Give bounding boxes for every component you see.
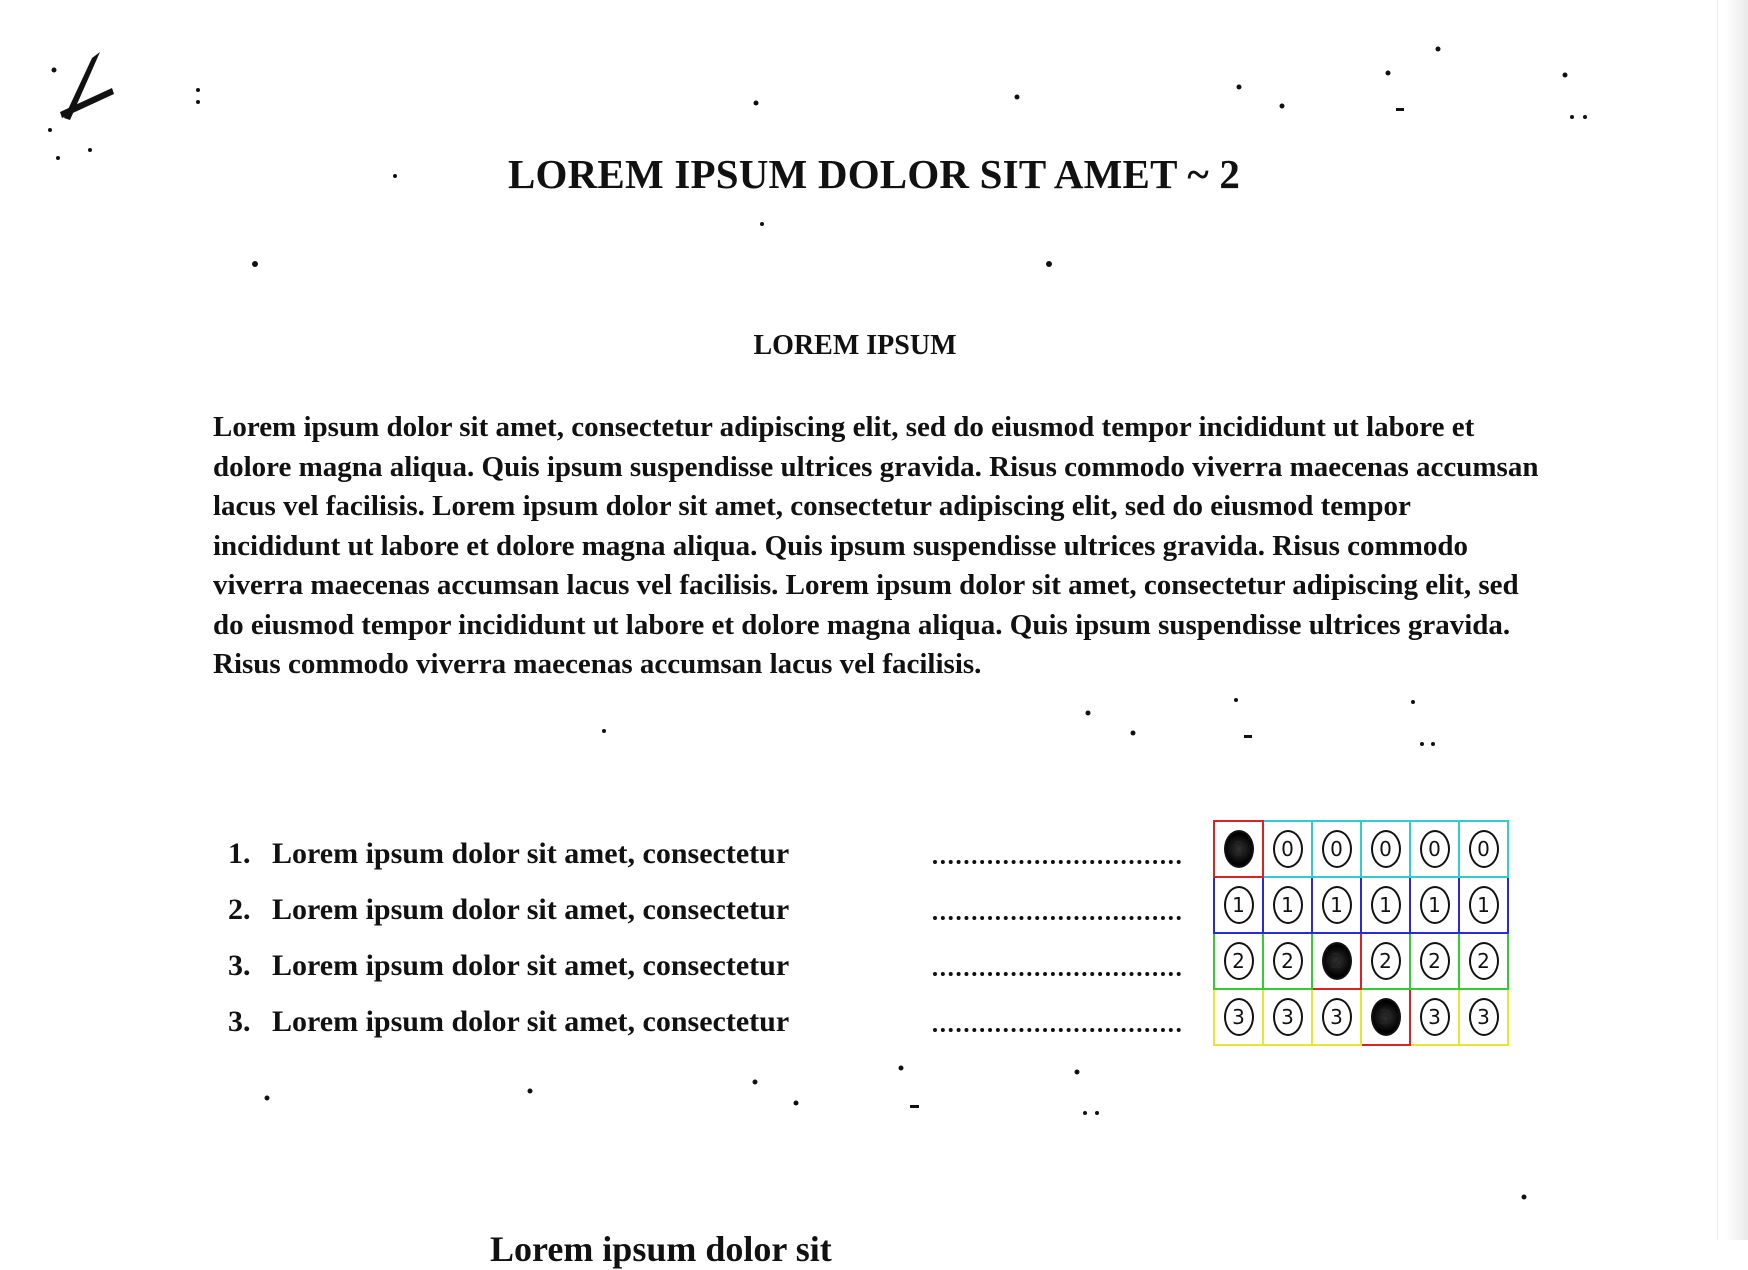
omr-cell[interactable] xyxy=(1214,989,1263,1045)
omr-bubble[interactable]: 3 xyxy=(1420,998,1450,1036)
question-number: 3. xyxy=(228,949,251,982)
speck xyxy=(1411,700,1415,704)
omr-cell[interactable] xyxy=(1459,821,1508,877)
omr-bubble[interactable]: 0 xyxy=(1371,830,1401,868)
omr-cell[interactable] xyxy=(1263,989,1312,1045)
speck xyxy=(754,101,759,106)
omr-bubble[interactable]: 2 xyxy=(1371,942,1401,980)
speck xyxy=(1570,115,1574,119)
omr-cell[interactable] xyxy=(1410,821,1459,877)
speck xyxy=(1083,1111,1087,1115)
omr-cell[interactable] xyxy=(1361,933,1410,989)
omr-cell[interactable] xyxy=(1214,877,1263,933)
speck xyxy=(196,100,200,104)
question-row xyxy=(228,938,1188,994)
question-list xyxy=(228,826,1188,1050)
answer-dotted-line xyxy=(933,916,1181,920)
speck xyxy=(899,1066,904,1071)
bottom-cutoff-text: Lorem ipsum dolor sit xyxy=(490,1229,832,1269)
speck xyxy=(1095,1111,1099,1115)
speck xyxy=(265,1096,270,1101)
document-title: LOREM IPSUM DOLOR SIT AMET ~ 2 xyxy=(507,151,1241,197)
omr-table xyxy=(1213,820,1509,1046)
speck xyxy=(1131,731,1136,736)
speck xyxy=(1237,85,1242,90)
omr-bubble[interactable]: 1 xyxy=(1469,886,1499,924)
omr-bubble[interactable]: 0 xyxy=(1273,830,1303,868)
omr-bubble-filled[interactable]: 3 xyxy=(1371,998,1401,1036)
speck xyxy=(1234,698,1238,702)
omr-cell[interactable] xyxy=(1214,821,1263,877)
pen-stroke-mark xyxy=(60,88,114,118)
omr-cell[interactable] xyxy=(1361,877,1410,933)
answer-dotted-line xyxy=(933,1028,1181,1032)
omr-cell[interactable] xyxy=(1410,933,1459,989)
speck xyxy=(1075,1070,1080,1075)
question-text: Lorem ipsum dolor sit amet, consectetur xyxy=(272,949,790,982)
omr-cell[interactable] xyxy=(1263,933,1312,989)
question-number: 2. xyxy=(228,893,251,926)
speck xyxy=(52,68,57,73)
omr-cell[interactable] xyxy=(1312,821,1361,877)
body-paragraph: Lorem ipsum dolor sit amet, consectetur adipiscing elit, sed do eiusmod tempor incididunt ut labore et dolore magna aliqua. Quis ipsum suspendisse ultrices gravida. Risus commodo viverra maecenas accumsan lacus vel facilisis. Lorem ipsum dolor sit amet, consectetur adipiscing elit, sed do eiusmod tempor incididunt ut labore et dolore magna aliqua. Quis ipsum suspendisse ultrices gravida. Risus commodo viverra maecenas accumsan lacus vel facilisis. Lorem ipsum dolor sit amet, consectetur adipiscing elit, sed do eiusmod tempor incididunt ut labore et dolore magna aliqua. Quis ipsum suspendisse ultrices gravida. Risus commodo viverra maecenas accumsan lacus vel facilisis. xyxy=(213,411,1539,680)
omr-bubble[interactable]: 3 xyxy=(1273,998,1303,1036)
omr-bubble[interactable]: 1 xyxy=(1224,886,1254,924)
omr-bubble[interactable]: 1 xyxy=(1420,886,1450,924)
question-text: Lorem ipsum dolor sit amet, consectetur xyxy=(272,837,790,870)
omr-cell[interactable] xyxy=(1263,877,1312,933)
question-number: 3. xyxy=(228,1005,251,1038)
speck xyxy=(794,1101,799,1106)
speck xyxy=(1396,108,1404,111)
speck xyxy=(1244,735,1252,738)
question-number: 1. xyxy=(228,837,251,870)
speck xyxy=(1431,742,1435,746)
omr-bubble[interactable]: 1 xyxy=(1371,886,1401,924)
omr-cell[interactable] xyxy=(1312,877,1361,933)
speck xyxy=(753,1080,758,1085)
omr-bubble[interactable]: 2 xyxy=(1420,942,1450,980)
omr-bubble[interactable]: 0 xyxy=(1322,830,1352,868)
omr-bubble[interactable]: 2 xyxy=(1469,942,1499,980)
omr-bubble-filled[interactable]: 2 xyxy=(1322,942,1352,980)
omr-row xyxy=(1214,933,1508,989)
speck xyxy=(48,128,52,132)
question-row xyxy=(228,882,1188,938)
answer-dotted-line xyxy=(933,972,1181,976)
omr-bubble[interactable]: 2 xyxy=(1273,942,1303,980)
speck xyxy=(1583,115,1587,119)
speck xyxy=(196,88,200,92)
omr-cell[interactable] xyxy=(1214,933,1263,989)
omr-answer-grid xyxy=(1213,820,1509,1046)
omr-bubble[interactable]: 0 xyxy=(1469,830,1499,868)
answer-dotted-line xyxy=(933,860,1181,864)
omr-cell[interactable] xyxy=(1312,989,1361,1045)
speck xyxy=(1420,742,1424,746)
omr-cell[interactable] xyxy=(1410,877,1459,933)
omr-row xyxy=(1214,989,1508,1045)
question-text: Lorem ipsum dolor sit amet, consectetur xyxy=(272,893,790,926)
speck xyxy=(1015,95,1020,100)
omr-cell[interactable] xyxy=(1459,989,1508,1045)
omr-bubble[interactable]: 1 xyxy=(1322,886,1352,924)
speck xyxy=(1522,1195,1527,1200)
speck xyxy=(760,222,764,226)
speck xyxy=(910,1105,919,1108)
omr-cell[interactable] xyxy=(1361,989,1410,1045)
omr-bubble[interactable]: 0 xyxy=(1420,830,1450,868)
question-text: Lorem ipsum dolor sit amet, consectetur xyxy=(272,1005,790,1038)
omr-cell[interactable] xyxy=(1410,989,1459,1045)
omr-bubble[interactable]: 3 xyxy=(1224,998,1254,1036)
speck xyxy=(1436,47,1441,52)
omr-bubble[interactable]: 1 xyxy=(1273,886,1303,924)
speck xyxy=(1086,711,1091,716)
speck xyxy=(602,729,606,733)
section-heading: LOREM IPSUM xyxy=(753,330,957,361)
speck xyxy=(1280,104,1285,109)
omr-bubble-filled[interactable]: 0 xyxy=(1224,830,1254,868)
question-row xyxy=(228,994,1188,1050)
omr-bubble[interactable]: 3 xyxy=(1322,998,1352,1036)
omr-row xyxy=(1214,821,1508,877)
speck xyxy=(1046,261,1052,267)
speck xyxy=(252,261,258,267)
omr-cell[interactable] xyxy=(1459,877,1508,933)
speck xyxy=(528,1089,533,1094)
omr-cell[interactable] xyxy=(1361,821,1410,877)
speck xyxy=(1386,71,1391,76)
omr-row xyxy=(1214,877,1508,933)
speck xyxy=(1563,73,1568,78)
omr-cell[interactable] xyxy=(1312,933,1361,989)
question-row xyxy=(228,826,1188,882)
omr-bubble[interactable]: 3 xyxy=(1469,998,1499,1036)
omr-cell[interactable] xyxy=(1459,933,1508,989)
omr-bubble[interactable]: 2 xyxy=(1224,942,1254,980)
omr-cell[interactable] xyxy=(1263,821,1312,877)
